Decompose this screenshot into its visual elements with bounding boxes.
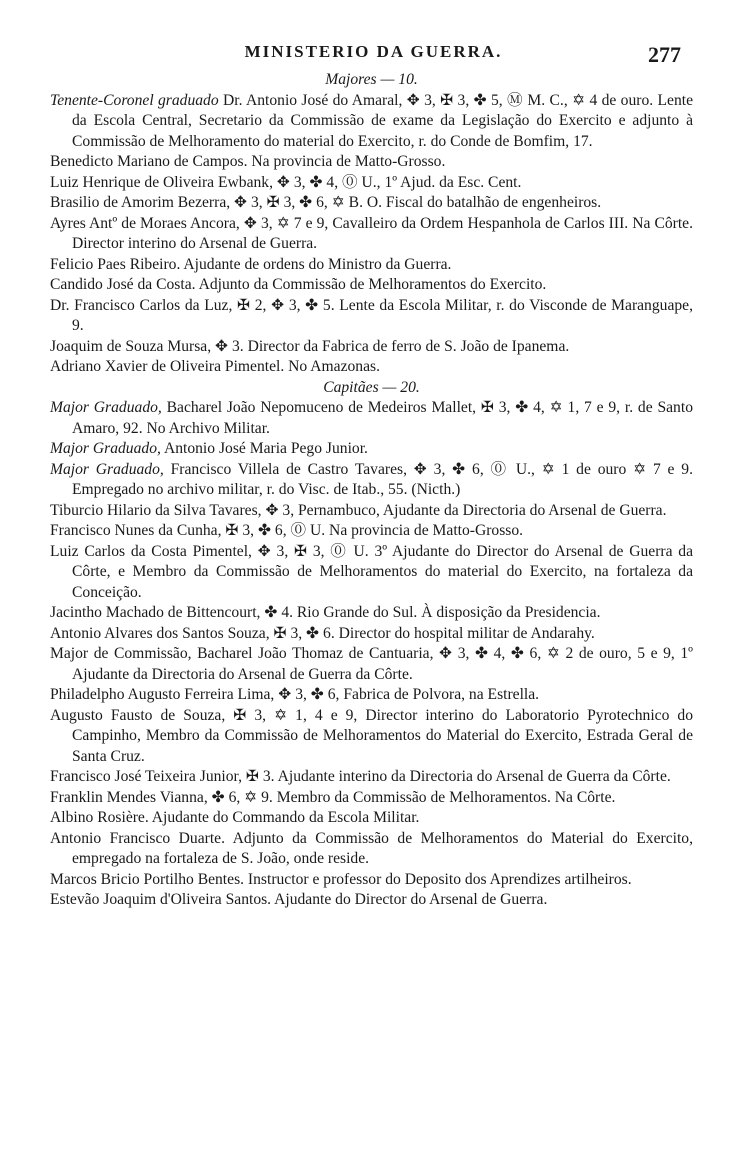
list-entry <box>50 275 693 296</box>
list-entry <box>50 767 693 788</box>
entry-text: Ayres Antº de Moraes Ancora, ✥ 3, ✡ 7 e 9, Cavalleiro da Ordem Hespanhola de Carlos III. Na Côrte. Director interino do Arsenal de Guerra. <box>50 214 693 252</box>
list-entry <box>50 603 693 624</box>
list-entry <box>50 501 693 522</box>
entry-rank: Major Graduado, <box>50 399 162 416</box>
page-number: 277 <box>648 42 681 67</box>
entry-text: Dr. Francisco Carlos da Luz, ✠ 2, ✥ 3, ✤ 5. Lente da Escola Militar, r. do Visconde de Maranguape, 9. <box>50 296 693 334</box>
list-entry <box>50 460 693 501</box>
entry-text: Major de Commissão, Bacharel João Thomaz de Cantuaria, ✥ 3, ✤ 4, ✤ 6, ✡ 2 de ouro, 5 e 9, 1º Ajudante da Directoria do Arsenal de Guerra da Côrte. <box>50 645 693 683</box>
list-entry <box>50 91 693 153</box>
list-entry <box>50 214 693 255</box>
entry-text: Albino Rosière. Ajudante do Commando da Escola Militar. <box>50 809 420 826</box>
entry-text: Brasilio de Amorim Bezerra, ✥ 3, ✠ 3, ✤ 6, ✡ B. O. Fiscal do batalhão de engenheiros. <box>50 194 602 211</box>
entry-text: Jacintho Machado de Bittencourt, ✤ 4. Rio Grande do Sul. À disposição da Presidencia. <box>50 604 601 621</box>
list-entry <box>50 357 693 378</box>
list-entry <box>50 521 693 542</box>
entry-text: Francisco Villela de Castro Tavares, ✥ 3, ✤ 6, ⓪ U., ✡ 1 de ouro ✡ 7 e 9. Empregado no archivo militar, r. do Visc. de Itab., 55. (Nicth.) <box>72 460 693 498</box>
list-entry <box>50 398 693 439</box>
entry-text: Augusto Fausto de Souza, ✠ 3, ✡ 1, 4 e 9, Director interino do Laboratorio Pyrotechnico do Campinho, Membro da Commissão de Melhoramentos do Material do Exercito, Estrada Geral de Santa Cruz. <box>50 706 693 765</box>
entry-text: Joaquim de Souza Mursa, ✥ 3. Director da Fabrica de ferro de S. João de Ipanema. <box>50 337 570 355</box>
entry-text: Francisco José Teixeira Junior, ✠ 3. Ajudante interino da Directoria do Arsenal de Guerra da Côrte. <box>50 768 671 785</box>
entry-text: Adriano Xavier de Oliveira Pimentel. No Amazonas. <box>50 358 380 375</box>
entry-text: Marcos Bricio Portilho Bentes. Instructor e professor do Deposito dos Aprendizes artilheiros. <box>50 870 632 888</box>
list-entry <box>50 255 693 276</box>
entry-text: Antonio Alvares dos Santos Souza, ✠ 3, ✤ 6. Director do hospital militar de Andarahy. <box>50 624 595 642</box>
entry-text: Philadelpho Augusto Ferreira Lima, ✥ 3, ✤ 6, Fabrica de Polvora, na Estrella. <box>50 686 540 703</box>
list-entry <box>50 829 693 870</box>
entry-rank: Major Graduado, <box>50 460 164 478</box>
list-entry <box>50 788 693 809</box>
list-entry <box>50 542 693 604</box>
list-entry <box>50 152 693 173</box>
entry-text: Dr. Antonio José do Amaral, ✥ 3, ✠ 3, ✤ 5, Ⓜ M. C., ✡ 4 de ouro. Lente da Escola Central, Secretario da Commissão de exame da Legislação do Exercito e adjunto à Commissão de Melhoramento do material do Exercito, r. do Conde de Bomfim, 17. <box>72 91 693 150</box>
entry-text: Antonio Francisco Duarte. Adjunto da Commissão de Melhoramentos do Material do Exercito, empregado na fortaleza de S. João, onde reside. <box>50 829 693 867</box>
entry-text: Candido José da Costa. Adjunto da Commissão de Melhoramentos do Exercito. <box>50 276 547 293</box>
entry-text: Luiz Henrique de Oliveira Ewbank, ✥ 3, ✤ 4, ⓪ U., 1º Ajud. da Esc. Cent. <box>50 173 522 191</box>
list-entry <box>50 870 693 891</box>
section-title: Capitães — 20. <box>323 378 420 396</box>
list-entry <box>50 808 693 829</box>
entry-text: Antonio José Maria Pego Junior. <box>160 440 368 457</box>
list-entry <box>50 685 693 706</box>
list-entry <box>50 706 693 768</box>
page-header <box>0 42 747 68</box>
entry-text: Tiburcio Hilario da Silva Tavares, ✥ 3, Pernambuco, Ajudante da Directoria do Arsenal de Guerra. <box>50 501 667 519</box>
page-title: MINISTERIO DA GUERRA. <box>244 42 503 61</box>
entry-text: Bacharel João Nepomuceno de Medeiros Mallet, ✠ 3, ✤ 4, ✡ 1, 7 e 9, r. de Santo Amaro, 92. No Archivo Militar. <box>72 399 693 437</box>
entry-text: Luiz Carlos da Costa Pimentel, ✥ 3, ✠ 3, ⓪ U. 3º Ajudante do Director do Arsenal de Guerra da Côrte, e Membro da Commissão de Melhoramentos do material do Exercito, na fortaleza da Conceição. <box>50 542 693 601</box>
list-entry <box>50 337 693 358</box>
entry-rank: Major Graduado, <box>50 440 161 457</box>
list-entry <box>50 173 693 194</box>
entry-text: Francisco Nunes da Cunha, ✠ 3, ✤ 6, ⓪ U. Na provincia de Matto-Grosso. <box>50 522 524 539</box>
list-entry <box>50 890 693 911</box>
list-entry <box>50 624 693 645</box>
list-entry <box>50 296 693 337</box>
section-title: Majores — 10. <box>325 71 418 88</box>
list-entry <box>50 193 693 214</box>
list-entry <box>50 439 693 460</box>
document-body <box>50 70 693 911</box>
entry-text: Estevão Joaquim d'Oliveira Santos. Ajudante do Director do Arsenal de Guerra. <box>50 891 548 908</box>
entry-text: Franklin Mendes Vianna, ✤ 6, ✡ 9. Membro da Commissão de Melhoramentos. Na Côrte. <box>50 788 616 806</box>
list-entry <box>50 644 693 685</box>
entry-text: Felicio Paes Ribeiro. Ajudante de ordens do Ministro da Guerra. <box>50 255 452 273</box>
entry-text: Benedicto Mariano de Campos. Na provincia de Matto-Grosso. <box>50 153 446 170</box>
entry-rank: Tenente-Coronel graduado <box>50 91 219 109</box>
